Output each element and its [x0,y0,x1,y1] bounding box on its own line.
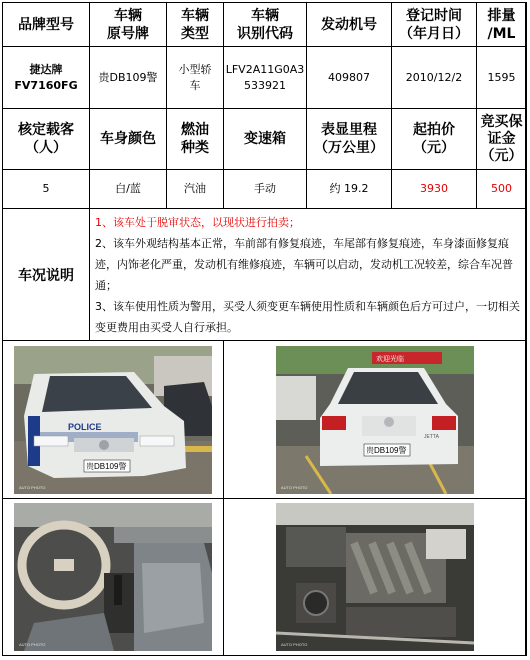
value-registration-date: 2010/12/2 [392,47,477,109]
engine-watermark: AUTO PHOTO [281,642,308,647]
condition-line-2: 2、该车外观结构基本正常，车前部有修复痕迹，车尾部有修复痕迹，车身漆面修复痕迹，内饰老化严重，发动机有维修痕迹，车辆可以启动，发动机工况较差，综合车况普通； [95,237,513,292]
interior-watermark: AUTO PHOTO [19,642,46,647]
condition-row [3,209,527,341]
photo-row-1 [3,341,527,499]
value-fuel-type: 汽油 [167,170,224,209]
photo-row-2 [3,499,527,656]
header-engine-number: 发动机号 [307,3,392,47]
rear-plate-text: 贵DB109警 [366,445,407,455]
value-mileage: 约 19.2 [307,170,392,209]
engine-photo [276,503,474,651]
rear-watermark: AUTO PHOTO [281,484,308,490]
header-body-color: 车身颜色 [90,109,167,170]
header-vehicle-type: 车辆 类型 [167,3,224,47]
header-passengers: 核定载客 （人） [3,109,90,170]
header-gearbox: 变速箱 [224,109,307,170]
vehicle-spec-table [2,2,527,656]
value-passengers: 5 [3,170,90,209]
header-displacement: 排量 /ML [477,3,527,47]
interior-photo [14,503,212,651]
front-view-photo [14,346,212,494]
rear-sign-text: 欢迎光临 [376,355,404,363]
condition-line-3: 3、该车使用性质为警用，买受人须变更车辆使用性质和车辆颜色后方可过户，一切相关变更费用由买受人自行承担。 [95,300,520,334]
value-body-color: 白/蓝 [90,170,167,209]
values-row-1 [3,47,527,109]
header-deposit: 竞买保 证金 （元） [477,109,527,170]
condition-label: 车况说明 [3,209,90,341]
photo-cell-front [3,341,224,499]
condition-line-1: 1、该车处于脱审状态，以现状进行拍卖； [95,216,300,229]
header-registration-date: 登记时间 （年月日） [392,3,477,47]
header-brand-model: 品牌型号 [3,3,90,47]
front-police-text: POLICE [68,421,102,432]
header-row-2 [3,109,527,170]
value-brand-model: 捷达牌 FV7160FG [3,47,90,109]
value-displacement: 1595 [477,47,527,109]
interior-image [14,503,212,651]
photo-cell-interior [3,499,224,656]
values-row-2 [3,170,527,209]
rear-car-image [276,346,474,494]
header-row-1 [3,3,527,47]
header-original-plate: 车辆 原号牌 [90,3,167,47]
header-mileage: 表显里程 （万公里） [307,109,392,170]
header-fuel-type: 燃油 种类 [167,109,224,170]
value-engine-number: 409807 [307,47,392,109]
front-watermark: AUTO PHOTO [19,484,46,490]
value-deposit: 500 [477,170,527,209]
value-plate: 贵DB109警 [90,47,167,109]
auction-sheet [2,2,526,656]
front-plate-text: 贵DB109警 [86,461,127,471]
condition-description [90,209,527,341]
value-vin: LFV2A11G0A3 533921 [224,47,307,109]
engine-image [276,503,474,651]
header-vin: 车辆 识别代码 [224,3,307,47]
rear-badge-text: JETTA [424,433,439,440]
front-car-image [14,346,212,494]
value-start-price: 3930 [392,170,477,209]
photo-cell-rear [224,341,527,499]
value-vehicle-type: 小型轿 车 [167,47,224,109]
photo-cell-engine [224,499,527,656]
value-gearbox: 手动 [224,170,307,209]
header-start-price: 起拍价 （元） [392,109,477,170]
rear-view-photo [276,346,474,494]
